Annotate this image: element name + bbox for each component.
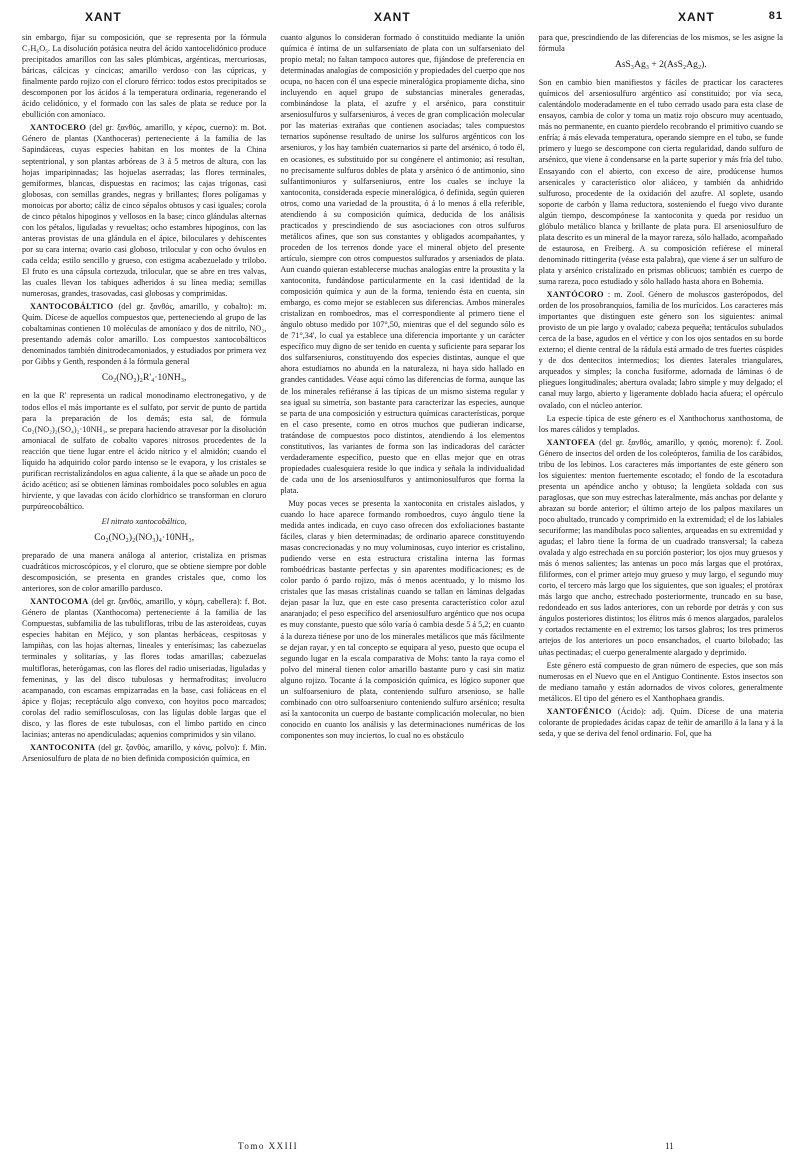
running-header	[22, 10, 783, 32]
entry-headword: XANTOCOMA	[30, 597, 89, 607]
text-column-1	[22, 32, 266, 1137]
volume-label: Tomo XXIII	[238, 1141, 299, 1151]
dictionary-entry	[22, 301, 266, 367]
signature-mark: 11	[665, 1141, 674, 1151]
text-column-2	[280, 32, 524, 1137]
entry-text: (del gr. ξανθός, amarillo, y κόνις, polvo): f. Min. Arseniosulfuro de plata de no bien definida composición química, en	[22, 742, 267, 763]
entry-text: (del gr. ξανθός, amarillo, y φαιός, moreno): f. Zool. Género de insectos del orden de los coleópteros, familia de los carábidos, tribu de los lebinos. Los caracteres más importantes de este género son los siguientes: menton fuertemente escotado; el fondo de la escotadura presenta un apéndice ancho y obtuso; la lengüeta soldada con sus paraglosas, que son muy estrechas lateralmente, más anchas por delante y abrazan su borde anterior; el último artejo de los palpos maxilares un poco abultado, truncado y comprimido en la extremidad; el de los labiales securiforme; las mandíbulas poco salientes, arqueadas en su extremidad y agudas; el labro tiene la forma de un cuadrado transversal; la cabeza ovalada y algo estrechada en su porción posterior; los ojos muy gruesos y más ó menos salientes; las antenas un poco más largas que el protórax, filiformes, con el primer artejo muy grueso y muy largo, el segundo muy corto, el tercero más largo que los siguientes, que son iguales; el protórax más largo que ancho, estrechado posteriormente, truncado en su base, redondeado en sus lados anteriores, con un reborde por detrás y con sus ángulos posteriores distintos; los élitros más ó menos alargados, paralelos y cortados rectamente en el extremo; los tarsos glabros; los tres primeros artejos de los anteriores un poco ensanchados, el cuarto bilobado; las uñas pectinadas; el cuerpo generalmente alargado y deprimido.	[538, 437, 783, 657]
entry-text: Co₂(NO₂)₂R'₄·10NH₃,	[101, 373, 187, 384]
text-column-3	[539, 32, 783, 1137]
paragraph	[539, 660, 783, 704]
paragraph	[22, 533, 266, 544]
entry-text: sin embargo, fijar su composición, que se representa por la fórmula C₇H₆O₅. La disolución potásica neutra del ácido xantocelidónico produce precipitados amarillos con las sales plúmbicas, argénticas, mercuriosas, báricas, cálcicas y cíncicas; amarillo verdoso con las cúpricas, y finalmente pardo rojizo con el cloruro férrico: todos estos precipitados se descomponen por los ácidos á la temperatura ordinaria, regenerando el ácido celidónico, y el formado con las sales de plata se reduce por la ebullición con amoníaco.	[22, 33, 267, 120]
entry-text: La especie típica de este género es el Xanthochorus xanthostoma, de los mares cálidos y templados.	[538, 413, 783, 434]
entry-headword: XANTÓCORO	[546, 290, 604, 300]
paragraph	[22, 373, 266, 384]
entry-text: en la que R' representa un radical monodinamo electronegativo, y de todos ellos el más importante es el sulfato, por servir de punto de partida para la preparación de los demás; esta sal, de fórmula Co₂(NO₂)₂(SO₄)₂·10NH₃, se prepara haciendo atravesar por la disolución amoniacal de sulfato de cobalto vapores nitrosos procedentes de la reacción que tiene lugar entre el ácido nítrico y el almidón; cuando el líquido ha adquirido color pardo intenso se le evapora, y los cristales se purifican recristalizándolos en agua caliente, á la que se añade un poco de ácido acético; así se obtienen láminas romboidales poco solubles en agua hirviente, y que lavadas con ácido clorhídrico se transforman en cloruro purpúreocobáltico.	[22, 391, 267, 511]
dictionary-entry	[539, 437, 783, 658]
entry-headword: XANTOCERO	[30, 123, 87, 133]
paragraph	[539, 60, 783, 71]
entry-text: cuanto algunos lo consideran formado ó constituido mediante la unión química é íntima de un sulfarseniato de plata con un sulfarseniato del propio metal; no faltan tampoco autores que, fijándose de preferencia en determinadas analogías de composición y propiedades del cuerpo que nos ocupa, no hacen con él una especie mineralógica propiamente dicha, sino incluyendo en aquel grupo de substancias minerales generadas, combinándose la plata, el azufre y el arsénico, para constituir arseniosulfuros y sulfarseniuros, á veces de gran complicación molecular por las materias extrañas que contienen asociadas; tales compuestos ternarios supónense resultado de unirse los sulfuros argénticos con los arseniuros, y los hay también cuaternarios si parte del arsénico, ó todo él, en ocasiones, es substituido por su congénere el antimonio; así resultan, no precisamente sulfuros dobles de plata y arsénico ó de antimonio, sino sulfantimoniuros y sulfarseniuros, entre los cuales se incluye la xantoconita, considerada especie mineralógica, ó definida, según quieren otros, como una variedad de la proustita, ó á lo menos á ella referible, atendiendo á su composición química, deducida de los análisis practicados y prescindiendo de sus asociaciones con otros sulfuros metálicos afines, que son sus constantes y obligados acompañantes, y proceden de los terrenos donde yace el mineral objeto del presente artículo, siempre con otros compuestos sulfurados y arseniados de plata. Aun cuando quieran establecerse muchas analogías entre la proustita y la xantoconita, fundándose particularmente en la casi identidad de la composición química y aun de la forma, teniendo ésta en cuenta, sin embargo, es como mejor se establecen sus diferencias. Ambos minerales cristalizan en romboedros, mas el correspondiente al primero tiene el ángulo obtuso medido por 107°,50, mientras que el del segundo sólo es de 71°,34', lo cual ya establece una diferencia importante y un carácter específico muy digno de ser tenido en cuenta y suficiente para separar los dos sulfarseniuros, constituyendo dos especies distintas, aunque el que ahora estudiamos no abunda en la naturaleza, ni haya sido hallado en grandes cantidades. Véase aquí cómo las diferencias de forma, aunque las de los minerales refiéranse á las típicas de un mismo sistema regular y sea igual su simetría, son bastante para caracterizar las especies, aunque se parta de una composición y estructura químicas características, porque en el caso presente, como en otros muchos que pudieran indicarse, tratándose de compuestos poco distintos, atendiendo á los elementos constitutivos, las variantes de forma son las indicadoras del carácter verdaderamente específico, puesto que en ellas mejor que en otras propiedades cualesquiera reside lo que indica y señala la individualidad de cada uno de los arseniosulfuros y antimoniosulfuros que forma la plata.	[280, 33, 525, 495]
entry-text: (del gr. ξανθός, amarillo, y κόμη, cabellera): f. Bot. Género de plantas (Xanthocoma) perteneciente á la familia de las Compuestas, subfamilia de las tubulifloras, tribu de las asteroideas, cuyas especies habitan en Méjico, y son plantas herbáceas, cespitosas y lampiñas, con las hojas alternas, lineales y enterísimas; las cabezuelas terminales y solitarias, y las flores todas amarillas; cabezuelas multifloras, heterógamas, con las flores del radio uniseriadas, liguladas y femeninas, y las del disco tubulosas y hermafroditas; involucro acampanado, con escamas empizarradas en la base, casi foliáceas en el ápice y flojas; receptáculo algo convexo, con hoyitos poco marcados; corolas del radio semiflosculosas, con las lígulas doble largas que el disco, y las flores de este tubulosas, con el limbo partido en cinco lacinias; anteras no apendiculadas; aquenios comprimidos y sin vilano.	[22, 597, 267, 739]
entry-text: AsS₃Ag₃ + 2(AsS₂Ag₂).	[614, 60, 707, 71]
paragraph	[22, 516, 266, 527]
entry-headword: XANTOCONITA	[30, 742, 96, 752]
header-left-word: XANT	[85, 10, 122, 24]
dictionary-entry	[22, 742, 266, 764]
entry-headword: XANTOFEA	[546, 437, 596, 447]
entry-text: para que, prescindiendo de las diferencias de los mismos, se les asigne la fórmula	[538, 33, 783, 54]
header-center-word: XANT	[374, 10, 411, 24]
entry-text: Son en cambio bien manifiestos y fáciles de practicar los caracteres químicos del arseniosulfuro argéntico así constituido; por vía seca, calentándolo moderadamente en el tubo cerrado usado para esta clase de ensayos, cambia de color y toma un matiz rojo obscuro muy acentuado, más no permanente, en cuanto pierdelo recobrando el primitivo cuando se enfría; á más elevada temperatura, operando siempre en el tubo, se funde primero y luego se descompone con cierta regularidad, dando sulfuro de arsénico, que viene á condensarse en la parte superior y más fría del tubo. Ensayando con el abierto, con exceso de aire, prodúcense humos arsenicales y característico olor aliáceo, y también da anhidrido sulfuroso, procedente de la oxidación del azufre. Al soplete, usando soporte de carbón y llama reductora, sosteniendo el fuego vivo durante algún tiempo, descompónese la xantoconita y queda por residuo un glóbulo metálico blanca y brillante de plata pura. El arseniosulfuro de plata descrito es un mineral de la mayor rareza, sólo hallado, acompañado de estaurosa, en Freiberg. A su composición refiérese el mineral denominado rittingerita (véase esta palabra), que viene á ser un sulfuro de plata y arsénico cristalizado en prismas oblicuos; también es cuerpo de suma rareza, poco estudiado y sólo hallado hasta ahora en Bohemia.	[538, 78, 783, 286]
paragraph	[22, 550, 266, 594]
paragraph	[539, 413, 783, 435]
paragraph	[539, 77, 783, 287]
paragraph	[280, 498, 524, 741]
entry-text: : m. Zool. Género de moluscos gasterópodos, del orden de los prosobranquios, familia de los murícidos. Los caracteres más importantes que distinguen este género son los siguientes: animal provisto de un pie largo y ovalado; cabeza pequeña; tentáculos subulados cerca de la base, agudos en el vértice y con los ojos sentados en su borde externo; el diente central de la rádula está armado de tres fuertes cúspides y de dos dentecitos intermedios; los dientes laterales triangulares, arqueados y simples; la concha fusiforme, adornada de láminas ó de pliegues longitudinales; abertura ovalada; labro simple y muy delgado; el canal muy largo, abierto y ligeramente doblado hacia afuera; el opérculo ovalado, con el núcleo anterior.	[538, 290, 783, 410]
entry-headword: XANTOFÉNICO	[546, 706, 612, 716]
entry-text: Co₂(NO₂)₂(NO₃)₄·10NH₃,	[94, 533, 195, 544]
entry-text: preparado de una manera análoga al anterior, cristaliza en prismas cuadráticos microscópicos, y el cloruro, que se obtiene siempre por doble descomposición, se presenta en grandes cristales que, como los anteriores, son de color amarillo pardusco.	[22, 551, 267, 594]
paragraph	[539, 32, 783, 54]
entry-text: (del gr. ξανθός, amarillo, y cobalto): m. Quím. Dícese de aquellos compuestos que, perteneciendo al grupo de las cobaltaminas contienen 10 moléculas de amoníaco y dos de nitrilo, NO₂, presentando además color amarillo. Los compuestos xantocobálticos denominados también dinitrodecamoniados, y estudiados por primera vez por Gibbs y Genth, responden á la fórmula general	[22, 302, 267, 367]
entry-text: Este género está compuesto de gran número de especies, que son más numerosas en el Nuevo que en el Antiguo Continente. Estos insectos son de mediano tamaño y están adornados de vivos colores, generalmente metálicos. El tipo del género es el Xanthophaea grandis.	[538, 660, 783, 703]
entry-text: Muy pocas veces se presenta la xantoconita en cristales aislados, y cuando lo hace aparece formando romboedros, cuyo ángulo tiene la medida antes indicada, en cuyo caso ofrecen dos exfoliaciones bastante fáciles, claras y bien determinadas; de ordinario aparece constituyendo masas concrecionadas y no muy voluminosas, cuyo interior es cristalino, pudiendo verse en esta estructura cristalina interna las formas romboédricas bastante perfectas y sin aparentes modificaciones; es de color pardo ó pardo rojizo, más ó menos acentuado, y lo mismo los cristales que las masas cristalinas cuando se tallan en láminas delgadas dejan pasar la luz, que en este caso presenta característico color azul anaranjado; el peso específico del arseniosulfuro argéntico que nos ocupa es muy constante, puesto que sólo varía ó cambia desde 5 á 5,2; en cuanto á la dureza tiénese por uno de los minerales metálicos que más fácilmente se dejan rayar, y en tal concepto se equipara al yeso, puesto que ocupa el segundo lugar en la escala comparativa de Mohs: tanto la raya como el polvo del mineral tienen color amarillo bastante puro y casi sin matiz alguno rojizo. Tocante á la composición química, es lógico suponer que un sulfoarseniuro de plata, conteniendo sulfuro arsenioso, se halle combinado con otro sulfoarseniuro conteniendo sulfuro arsénico; resulta así la xantoconita un cuerpo de bastante complicación molecular, no bien conocido en cuanto los análisis y las determinaciones numéricas de los componentes son muy inciertos, lo cual no es obstáculo	[280, 498, 525, 740]
paragraph	[280, 32, 524, 496]
dictionary-entry	[539, 706, 783, 739]
dictionary-entry	[22, 596, 266, 740]
entry-text: (Ácido): adj. Quím. Dícese de una materia colorante de propiedades ácidas capaz de teñir de amarillo á la lana y á la seda, y que se deriva del fenol ordinario. Fol, que ha	[538, 706, 783, 738]
entry-headword: XANTOCOBÁLTICO	[30, 302, 114, 312]
text-columns	[22, 32, 783, 1137]
entry-text: (del gr. ξανθός, amarillo, y κέρας, cuerno): m. Bot. Género de plantas (Xanthoceras) perteneciente á la familia de las Sapindáceas, cuyas especies habitan en los montes de la China septentrional, y son plantas arbóreas de 3 á 5 metros de altura, con las hojas imparipinnadas; las hojuelas aserradas; las flores terminales, gemiformes, blancas, dispuestas en racimos; las cajas trígonas, casi globosas, con semillas grandes, negras y brillantes; flores polígamas y monoicas por aborto; cáliz de cinco sépalos obtusos y casi iguales; corola de cinco pétalos hipoginos y vellosos en la base; cinco glándulas alternas con los pétalos, liguladas y revueltas; ocho estambres hipoginos, con las anteras provistas de una glándula en el ápice, biloculares y dehiscentes por su cara interna; ovario casi globoso, trilocular y con ocho óvulos en cada celda; estilo sencillo y grueso, con estigma acabezuelado y trilobo. El fruto es una cápsula cortezuda, trilocular, que se abre en tres valvas, las cuales llevan los tabiques adheridos á su línea media; semillas numerosas, grandes, trasovadas, casi globosas y comprimidas.	[22, 123, 267, 299]
paragraph	[22, 390, 266, 512]
paragraph	[22, 32, 266, 120]
dictionary-entry	[22, 122, 266, 299]
entry-text: El nitrato xantocobáltico,	[101, 516, 187, 526]
page-number: 81	[768, 10, 783, 22]
dictionary-entry	[539, 289, 783, 411]
header-right-word: XANT	[678, 10, 715, 24]
